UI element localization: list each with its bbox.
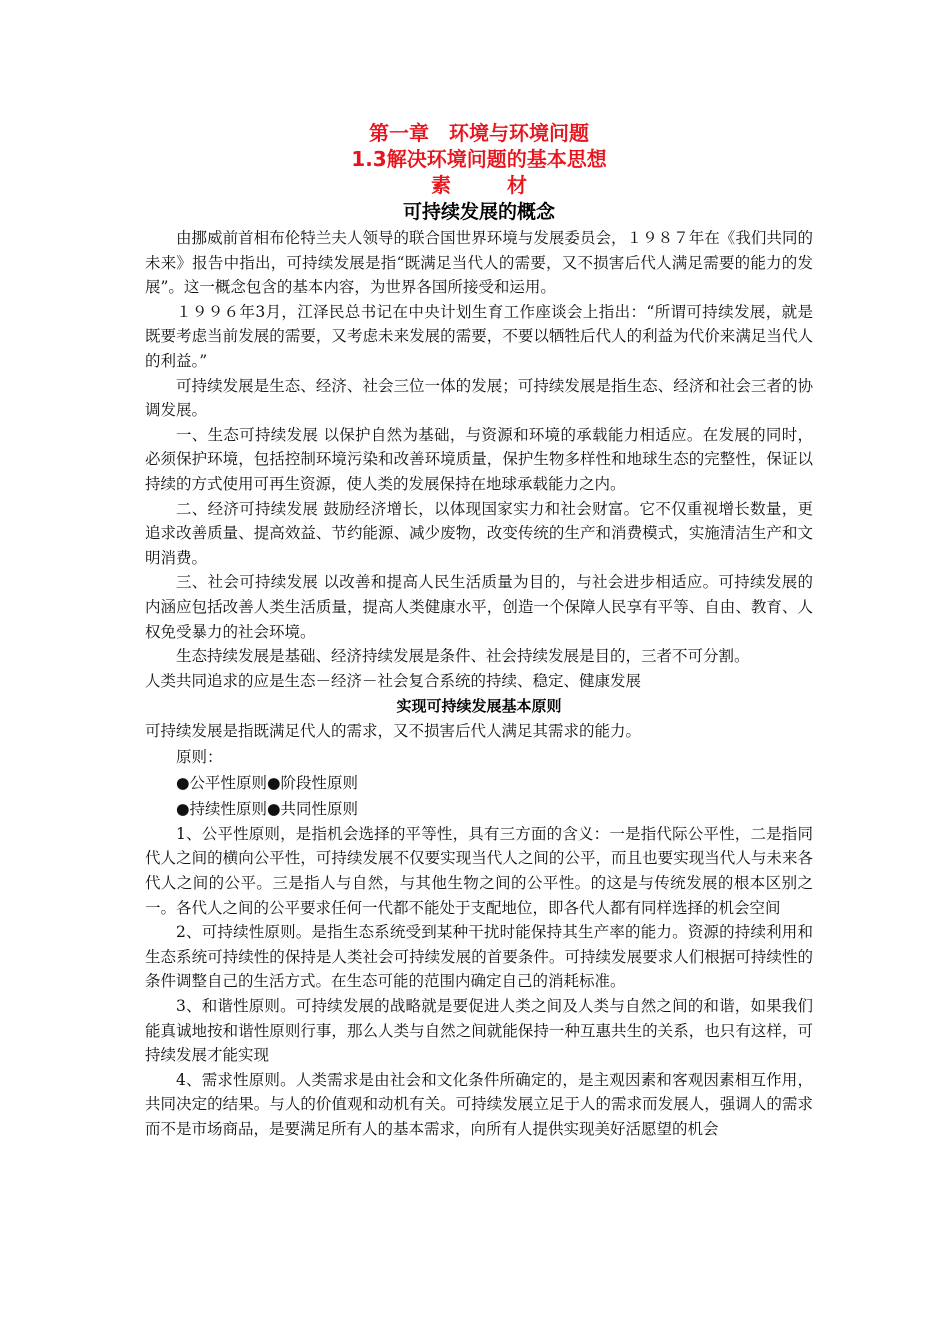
principles-heading: 实现可持续发展基本原则 [396,697,562,716]
material-title: 素 材 [431,173,545,197]
concept-paragraph: 由挪威前首相布伦特兰夫人领导的联合国世界环境与发展委员会，１９８７年在《我们共同的未来》报告中指出，可持续发展是指“既满足当代人的需要，又不损害后代人满足需要的能力的发展”。这一概念包含的基本内容，为世界各国所接受和运用。 [145,229,813,297]
concept-heading: 可持续发展的概念 [402,201,555,223]
principles-definition: 可持续发展是指既满足代人的需求，又不损害后代人满足其需求的能力。 [145,722,642,741]
concept-paragraph: 三、社会可持续发展 以改善和提高人民生活质量为目的，与社会进步相适应。可持续发展的内涵应包括改善人类生活质量，提高人类健康水平，创造一个保障人民享有平等、自由、教育、人权免受暴力的社会环境。 [145,573,813,641]
principles-list-line: ●公平性原则●阶段性原则 [176,773,359,792]
principle-paragraph: 1、公平性原则，是指机会选择的平等性，具有三方面的含义：一是指代际公平性，二是指同代人之间的横向公平性，可持续发展不仅要实现当代人之间的公平，而且也要实现当代人与未来各代人之间的公平。三是指人与自然，与其他生物之间的公平性。的这是与传统发展的根本区别之一。各代人之间的公平要求任何一代都不能处于支配地位，即各代人都有同样选择的机会空间 [145,824,813,917]
principles-list-line: ●持续性原则●共同性原则 [176,799,359,818]
principle-paragraph: 3、和谐性原则。可持续发展的战略就是要促进人类之间及人类与自然之间的和谐，如果我们能真诚地按和谐性原则行事，那么人类与自然之间就能保持一种互惠共生的关系，也只有这样，可持续发展才能实现 [145,997,813,1065]
principle-paragraph: 2、可持续性原则。是指生态系统受到某种干扰时能保持其生产率的能力。资源的持续利用和生态系统可持续性的保持是人类社会可持续发展的首要条件。可持续发展要求人们根据可持续性的条件调整自己的生活方式。在生态可能的范围内确定自己的消耗标准。 [145,923,813,991]
concept-closing: 人类共同追求的应是生态－经济－社会复合系统的持续、稳定、健康发展 [145,671,642,690]
principle-paragraph: 4、需求性原则。人类需求是由社会和文化条件所确定的，是主观因素和客观因素相互作用，共同决定的结果。与人的价值观和动机有关。可持续发展立足于人的需求而发展人，强调人的需求而不是市场商品，是要满足所有人的基本需求，向所有人提供实现美好活愿望的机会 [145,1070,813,1138]
principles-label: 原则： [176,747,223,766]
section-title: 1.3解决环境问题的基本思想 [351,147,607,171]
concept-paragraph: 可持续发展是生态、经济、社会三位一体的发展；可持续发展是指生态、经济和社会三者的协调发展。 [145,376,813,420]
concept-paragraph: 一、生态可持续发展 以保护自然为基础，与资源和环境的承载能力相适应。在发展的同时，必须保护环境，包括控制环境污染和改善环境质量，保护生物多样性和地球生态的完整性，保证以持续的方式使用可再生资源，使人类的发展保持在地球承载能力之内。 [145,425,813,493]
concept-paragraph: １９９６年3月，江泽民总书记在中央计划生育工作座谈会上指出：“所谓可持续发展，就是既要考虑当前发展的需要，又考虑未来发展的需要，不要以牺牲后代人的利益为代价来满足当代人的利益。” [145,302,813,370]
chapter-title: 第一章 环境与环境问题 [369,121,589,145]
document-body [145,120,813,1142]
concept-paragraph: 二、经济可持续发展 鼓励经济增长，以体现国家实力和社会财富。它不仅重视增长数量，更追求改善质量、提高效益、节约能源、减少废物，改变传统的生产和消费模式，实施清洁生产和文明消费。 [145,499,813,567]
concept-paragraph: 生态持续发展是基础、经济持续发展是条件、社会持续发展是目的，三者不可分割。 [176,647,750,666]
